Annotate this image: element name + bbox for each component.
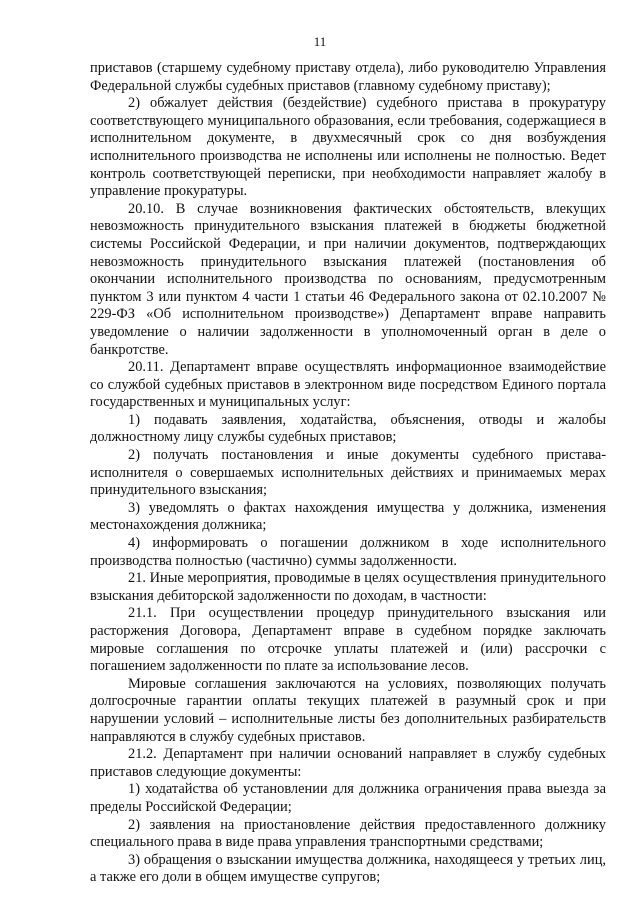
paragraph-20-11-item-2: 2) получать постановления и иные документы судебного пристава-исполнителя о совершаемых исполнительных действиях и принимаемых мерах принудительного взыскания; <box>90 447 606 499</box>
paragraph-20-11-item-4: 4) информировать о погашении должником в ходе исполнительного производства полностью (частично) суммы задолженности. <box>90 535 606 569</box>
paragraph-21-2: 21.2. Департамент при наличии оснований направляет в службу судебных приставов следующие документы: <box>90 746 606 780</box>
paragraph-21: 21. Иные мероприятия, проводимые в целях осуществления принудительного взыскания дебиторской задолженности по доходам, в частности: <box>90 570 606 604</box>
paragraph-20-10: 20.10. В случае возникновения фактических обстоятельств, влекущих невозможность принудительного взыскания платежей в бюджеты бюджетной системы Российской Федерации, и при наличии документов, подтверждающих невозможность принудительного взыскания платежей (постановления об окончании исполнительного производства по основаниям, предусмотренным пунктом 3 или пунктом 4 части 1 статьи 46 Федерального закона от 02.10.2007 № 229-ФЗ «Об исполнительном производстве») Департамент вправе направить уведомление о наличии задолженности в уполномоченный орган в деле о банкротстве. <box>90 200 606 358</box>
document-body <box>90 60 606 887</box>
paragraph-continuation: приставов (старшему судебному приставу отдела), либо руководителю Управления Федеральной службы судебных приставов (главному судебному приставу); <box>90 60 606 94</box>
paragraph-20-11-item-1: 1) подавать заявления, ходатайства, объяснения, отводы и жалобы должностному лицу службы судебных приставов; <box>90 411 606 446</box>
paragraph-21-2-item-1: 1) ходатайства об установлении для должника ограничения права выезда за пределы Российской Федерации; <box>90 781 606 815</box>
paragraph-21-2-item-3: 3) обращения о взыскании имущества должника, находящееся у третьих лиц, а также его доли в общем имуществе супругов; <box>90 851 606 886</box>
paragraph-20-11-item-3: 3) уведомлять о фактах нахождения имущества у должника, изменения местонахождения должника; <box>90 499 606 534</box>
page-number: 11 <box>313 34 327 49</box>
paragraph-item-2-appeal: 2) обжалует действия (бездействие) судебного пристава в прокуратуру соответствующего муниципального образования, если требования, содержащиеся в исполнительном документе, в двухмесячный срок со дня возбуждения исполнительного производства не исполнены или исполнены не полностью. Ведет контроль соответствующей переписки, при необходимости направляет жалобу в управление прокуратуры. <box>90 95 606 200</box>
paragraph-20-11: 20.11. Департамент вправе осуществлять информационное взаимодействие со службой судебных приставов в электронном виде посредством Единого портала государственных и муниципальных услуг: <box>90 359 606 411</box>
paragraph-settlement-agreements: Мировые соглашения заключаются на условиях, позволяющих получать долгосрочные гарантии оплаты текущих платежей в разумный срок и при нарушении условий – исполнительные листы без дополнительных разбирательств направляются в службу судебных приставов. <box>90 675 606 745</box>
paragraph-21-2-item-2: 2) заявления на приостановление действия предоставленного должнику специального права в виде права управления транспортными средствами; <box>90 816 606 851</box>
paragraph-21-1: 21.1. При осуществлении процедур принудительного взыскания или расторжения Договора, Департамент вправе в судебном порядке заключать мировые соглашения по отсрочке уплаты платежей и (или) рассрочки с погашением задолженности по плате за использование лесов. <box>90 605 606 675</box>
